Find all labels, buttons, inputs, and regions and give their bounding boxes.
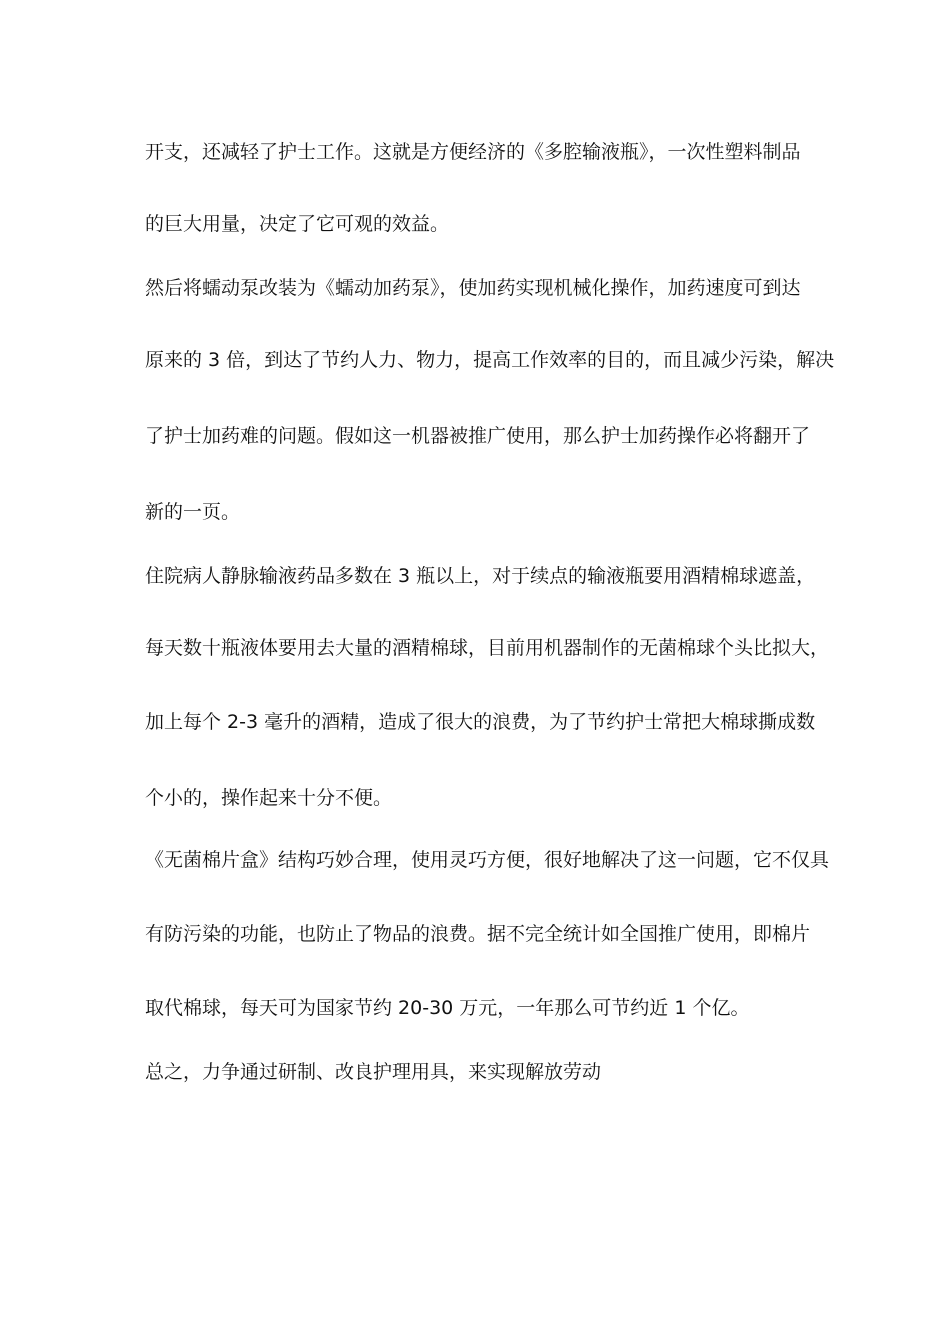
text-line-13: 取代棉球，每天可为国家节约 20-30 万元，一年那么可节约近 1 个亿。 [145,997,750,1019]
text-line-3: 然后将蠕动泵改装为《蠕动加药泵》，使加药实现机械化操作，加药速度可到达 [145,277,801,299]
text-line-12: 有防污染的功能，也防止了物品的浪费。据不完全统计如全国推广使用，即棉片 [145,923,811,945]
text-line-7: 住院病人静脉输液药品多数在 3 瓶以上，对于续点的输液瓶要用酒精棉球遮盖， [145,565,816,587]
text-line-11: 《无菌棉片盒》结构巧妙合理，使用灵巧方便，很好地解决了这一问题，它不仅具 [145,849,830,871]
text-line-9: 加上每个 2-3 毫升的酒精，造成了很大的浪费，为了节约护士常把大棉球撕成数 [145,711,816,733]
text-line-14: 总之，力争通过研制、改良护理用具，来实现解放劳动 [145,1061,602,1083]
text-line-5: 了护士加药难的问题。假如这一机器被推广使用，那么护士加药操作必将翻开了 [145,425,811,447]
text-line-2: 的巨大用量，决定了它可观的效益。 [145,213,450,235]
text-line-8: 每天数十瓶液体要用去大量的酒精棉球，目前用机器制作的无菌棉球个头比拟大， [145,637,830,659]
text-line-6: 新的一页。 [145,501,241,523]
text-line-4: 原来的 3 倍，到达了节约人力、物力，提高工作效率的目的，而且减少污染，解决 [145,349,835,371]
text-line-1: 开支，还减轻了护士工作。这就是方便经济的《多腔输液瓶》，一次性塑料制品 [145,141,801,163]
text-line-10: 个小的，操作起来十分不便。 [145,787,393,809]
